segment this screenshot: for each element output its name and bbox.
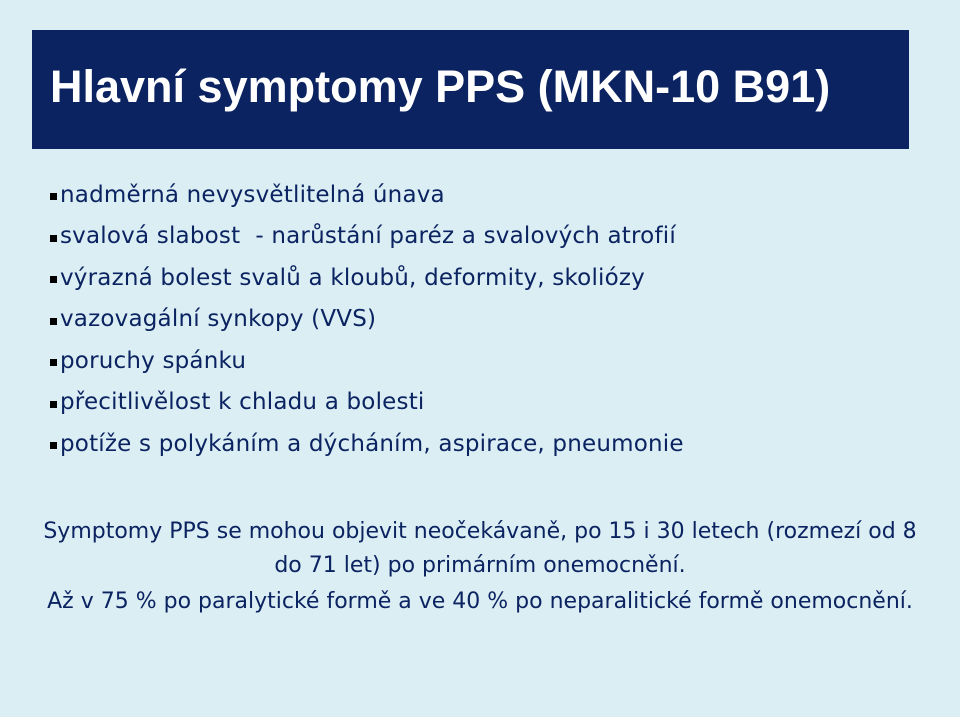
list-item xyxy=(50,216,684,258)
square-bullet-icon xyxy=(50,401,57,408)
prevalence-note: Až v 75 % po paralytické formě a ve 40 % po neparalitické formě onemocnění. xyxy=(47,589,913,614)
square-bullet-icon xyxy=(50,276,57,283)
list-item-text: výrazná bolest svalů a kloubů, deformity, skoliózy xyxy=(60,264,645,291)
list-item xyxy=(50,340,684,382)
square-bullet-icon xyxy=(50,235,57,242)
square-bullet-icon xyxy=(50,318,57,325)
square-bullet-icon xyxy=(50,359,57,366)
list-item-text: svalová slabost - narůstání paréz a svalových atrofií xyxy=(60,223,676,250)
list-item xyxy=(50,382,684,424)
title-bar xyxy=(32,30,909,149)
list-item xyxy=(50,257,684,299)
list-item-text: potíže s polykáním a dýcháním, aspirace, pneumonie xyxy=(60,430,684,457)
onset-note: Symptomy PPS se mohou objevit neočekávaně, po 15 i 30 letech (rozmezí od 8 do 71 let) po primárním onemocnění. xyxy=(43,519,917,578)
list-item-text: přecitlivělost k chladu a bolesti xyxy=(60,389,425,416)
list-item xyxy=(50,423,684,465)
symptom-list xyxy=(50,174,684,465)
square-bullet-icon xyxy=(50,193,57,200)
square-bullet-icon xyxy=(50,442,57,449)
list-item xyxy=(50,174,684,216)
slide-title: Hlavní symptomy PPS (MKN-10 B91) xyxy=(50,61,831,112)
list-item-text: vazovagální synkopy (VVS) xyxy=(60,306,377,333)
list-item xyxy=(50,299,684,341)
list-item-text: nadměrná nevysvětlitelná únava xyxy=(60,181,445,208)
list-item-text: poruchy spánku xyxy=(60,347,247,374)
